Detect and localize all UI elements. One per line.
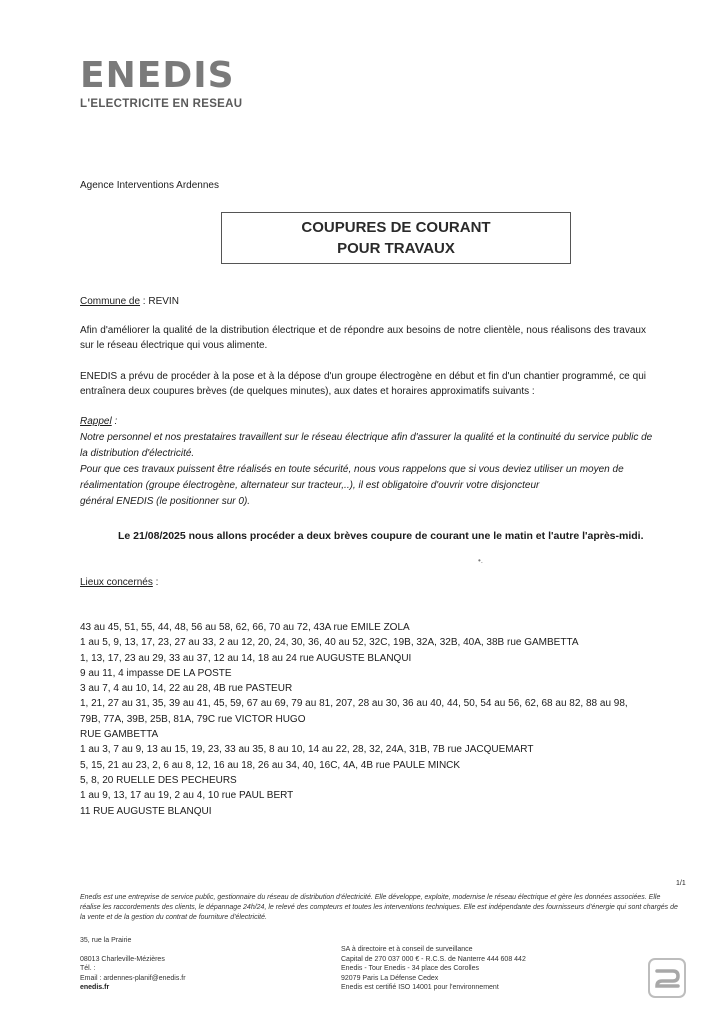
lieux-item: 43 au 45, 51, 55, 44, 48, 56 au 58, 62, 66, 70 au 72, 43A rue EMILE ZOLA xyxy=(80,622,410,633)
lieux-item: 9 au 11, 4 impasse DE LA POSTE xyxy=(80,667,232,679)
agency-name: Agence Interventions Ardennes xyxy=(80,180,219,191)
works-paragraph: ENEDIS a prévu de procéder à la pose et à la dépose d'un groupe électrogène en début et fin d'un chantier programmé, ce qui entraînera deux coupures brèves (de quelques minutes), aux dates et horaires approximatifs suivants : xyxy=(80,371,646,397)
lieux-colon: : xyxy=(152,577,159,588)
rappel-text-1: Notre personnel et nos prestataires travaillent sur le réseau électrique afin d'assurer la qualité et la continuité du service public de la distribution d'électricité. xyxy=(80,432,653,459)
lieux-item: 79B, 77A, 39B, 25B, 81A, 79C rue VICTOR HUGO xyxy=(80,713,306,725)
logo-wordmark: ENEDIS xyxy=(80,55,235,96)
page-number: 1/1 xyxy=(676,880,686,887)
commune-separator: : xyxy=(140,296,149,307)
lieux-label: Lieux concernés xyxy=(80,577,153,588)
lieux-item: 5, 15, 21 au 23, 2, 6 au 8, 12, 16 au 18, 26 au 34, 40, 16C, 4A, 4B rue PAULE MINCK xyxy=(80,759,461,771)
lieux-item: 3 au 7, 4 au 10, 14, 22 au 28, 4B rue PASTEUR xyxy=(80,683,293,695)
outage-announcement: Le 21/08/2025 nous allons procéder a deux brèves coupure de courant une le matin et l'autre l'après-midi. xyxy=(118,530,644,542)
rappel-text-2: Pour que ces travaux puissent être réalisés en toute sécurité, nous vous rappelons que si vous deviez utiliser un moyen de réalimentation (groupe électrogène, alternateur sur tracteur,..), il est obligatoire d'ouvrir votre disjoncteur xyxy=(80,464,624,491)
address-tel: Tél. : xyxy=(80,965,96,972)
lieux-item: RUE GAMBETTA xyxy=(80,729,159,741)
lieux-item: 11 RUE AUGUSTE BLANQUI xyxy=(80,805,212,817)
commune-label: Commune de xyxy=(80,296,141,307)
company-info-line: 92079 Paris La Défense Cedex xyxy=(341,974,439,982)
logo-tagline: L'ELECTRICITE EN RESEAU xyxy=(80,98,243,110)
rappel-heading xyxy=(80,414,660,430)
company-info-line: Enedis est certifié ISO 14001 pour l'environnement xyxy=(341,984,499,991)
company-info-line: Capital de 270 037 000 € - R.C.S. de Nanterre 444 608 442 xyxy=(341,955,526,963)
title-line-1: COUPURES DE COURANT xyxy=(301,219,491,236)
lieux-list xyxy=(80,620,680,819)
website-link: enedis.fr xyxy=(80,984,110,991)
intro-paragraph: Afin d'améliorer la qualité de la distribution électrique et de répondre aux besoins de notre clientèle, nous réalisons des travaux sur le réseau électrique qui vous alimente. xyxy=(80,325,646,351)
lieux-heading xyxy=(80,577,158,588)
scan-speck: •. xyxy=(478,556,484,565)
enedis-emblem-icon xyxy=(648,958,686,998)
rappel-label: Rappel xyxy=(80,416,112,427)
address-street: 35, rue la Prairie xyxy=(80,937,132,944)
lieux-item: 1, 21, 27 au 31, 35, 39 au 41, 45, 59, 67 au 69, 79 au 81, 207, 28 au 30, 36 au 40, 44, 50, 54 au 56, 62, 68 au 82, 88 au 98, xyxy=(80,698,628,710)
address-email: Email : ardennes-planif@enedis.fr xyxy=(80,974,186,982)
rappel-text-3: général ENEDIS (le positionner sur 0). xyxy=(80,496,251,507)
company-info xyxy=(341,945,526,993)
rappel-colon: : xyxy=(111,416,118,427)
lieux-item: 1 au 9, 13, 17 au 19, 2 au 4, 10 rue PAUL BERT xyxy=(80,790,294,802)
address-city: 08013 Charleville-Mézières xyxy=(80,955,165,963)
commune-line xyxy=(80,296,179,307)
enedis-logo xyxy=(80,55,243,110)
agency-address xyxy=(80,936,186,993)
company-info-line: SA à directoire et à conseil de surveillance xyxy=(341,946,473,953)
lieux-item: 1 au 3, 7 au 9, 13 au 15, 19, 23, 33 au 35, 8 au 10, 14 au 22, 28, 32, 24A, 31B, 7B rue JACQUEMART xyxy=(80,744,534,756)
lieux-item: 1 au 5, 9, 13, 17, 23, 27 au 33, 2 au 12, 20, 24, 30, 36, 40 au 52, 32C, 19B, 32A, 32B, 40A, 38B rue GAMBETTA xyxy=(80,637,579,649)
lieux-item: 1, 13, 17, 23 au 29, 33 au 37, 12 au 14, 18 au 24 rue AUGUSTE BLANQUI xyxy=(80,652,412,664)
commune-value: REVIN xyxy=(148,296,179,307)
lieux-item: 5, 8, 20 RUELLE DES PECHEURS xyxy=(80,774,237,786)
legal-notice: Enedis est une entreprise de service public, gestionnaire du réseau de distribution d'électricité. Elle développe, exploite, modernise le réseau électrique et gère les données associées. Elle réalise les raccordements des clients, le dépannage 24h/24, le relevé des compteurs et toutes les interventions techniques. Elle est indépendante des fournisseurs d'énergie qui sont chargés de la vente et de la gestion du contrat de fourniture d'électricité. xyxy=(80,894,678,921)
rappel-block xyxy=(80,414,660,510)
title-line-2: POUR TRAVAUX xyxy=(337,240,455,257)
title-box xyxy=(221,212,571,264)
company-info-line: Enedis - Tour Enedis - 34 place des Corolles xyxy=(341,965,480,972)
